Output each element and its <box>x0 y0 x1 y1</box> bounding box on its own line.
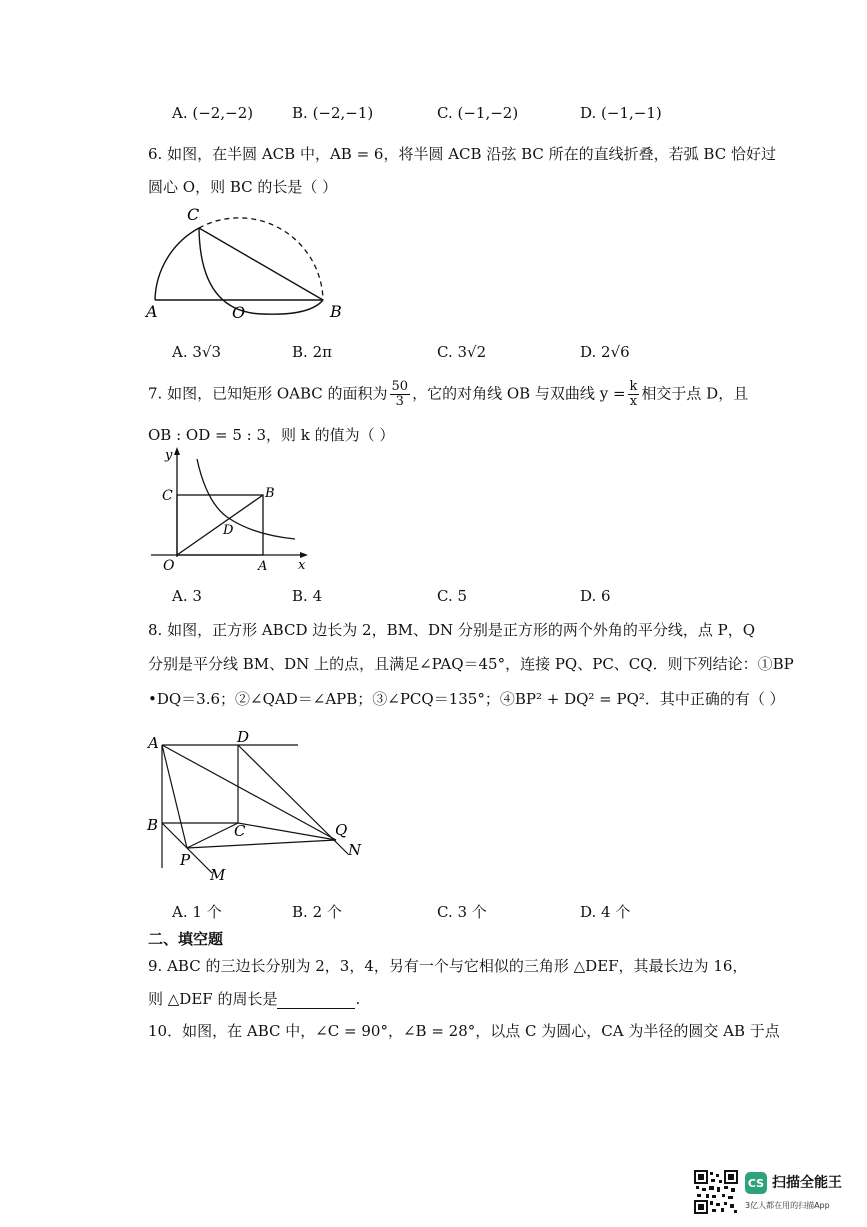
q7-figure <box>145 445 320 575</box>
q6-arc-cb-dashed <box>199 218 323 300</box>
q6-stem-line2: 圆心 O，则 BC 的长是（ ） <box>148 178 338 196</box>
q8-label-p: P <box>180 851 191 869</box>
q8-option-a: A. 1 个 <box>172 903 222 921</box>
q6-option-c: C. 3√2 <box>437 343 487 361</box>
q7-label-x: x <box>298 558 306 573</box>
q8-label-b: B <box>147 816 159 834</box>
q5-option-d: D. (−1,−1) <box>580 104 662 122</box>
q8-label-n: N <box>348 841 362 859</box>
q8-segment-pc <box>187 823 238 848</box>
q7-fraction-area: $\frac{50}{3}$ <box>391 379 409 409</box>
q7-stem-line1: 7. 如图，已知矩形 OABC 的面积为 $\frac{50}{3}$ ，它的对角线 OB 与双曲线 y = $\frac{k}{x}$ 相交于点 D，且 <box>148 379 749 409</box>
q7-option-b: B. 4 <box>292 587 323 605</box>
q7-diagonal-ob <box>177 495 263 555</box>
q8-stem-line2: 分别是平分线 BM、DN 上的点，且满足∠PAQ＝45°，连接 PQ、PC、CQ．则下列结论：①BP <box>148 655 794 673</box>
q6-arc-ac <box>155 228 199 300</box>
q7-hyperbola <box>197 459 295 539</box>
q7-option-d: D. 6 <box>580 587 611 605</box>
q6-option-b: B. 2π <box>292 343 332 361</box>
section-fill-in-title: 二、填空题 <box>148 930 224 948</box>
q6-stem-line1: 6. 如图，在半圆 ACB 中，AB = 6，将半圆 ACB 沿弦 BC 所在的直线折叠，若弧 BC 恰好过 <box>148 145 776 163</box>
q10-stem-line1: 10．如图，在 ABC 中，∠C = 90°，∠B = 28°，以点 C 为圆心，CA 为半径的圆交 AB 于点 <box>148 1022 780 1040</box>
q8-label-c: C <box>234 822 246 840</box>
q6-label-c: C <box>187 205 200 224</box>
q6-label-a: A <box>146 302 158 321</box>
q6-option-a: A. 3√3 <box>172 343 222 361</box>
q9-answer-blank[interactable] <box>277 994 355 1009</box>
qr-code-icon <box>694 1170 738 1214</box>
q6-label-b: B <box>330 302 342 321</box>
q7-label-a: A <box>258 559 268 574</box>
q7-option-c: C. 5 <box>437 587 468 605</box>
q6-folded-arc <box>199 228 323 314</box>
camscanner-logo: CS <box>745 1172 767 1194</box>
q8-segment-pq <box>187 840 336 848</box>
q7-label-d: D <box>223 523 234 538</box>
q7-label-o: O <box>163 558 175 574</box>
q8-option-c: C. 3 个 <box>437 903 487 921</box>
q9-stem-line1: 9. ABC 的三边长分别为 2，3，4，另有一个与它相似的三角形 △DEF，其最长边为 16， <box>148 957 748 975</box>
q7-label-b: B <box>265 486 275 501</box>
q8-stem-line1: 8. 如图，正方形 ABCD 边长为 2，BM、DN 分别是正方形的两个外角的平分线，点 P，Q <box>148 621 756 639</box>
q8-stem-line3: •DQ＝3.6；②∠QAD＝∠APB；③∠PCQ＝135°；④BP² + DQ² = PQ²．其中正确的有（ ） <box>148 690 785 708</box>
q6-chord-bc <box>199 228 323 300</box>
q8-segment-aq <box>162 745 336 840</box>
q5-option-c: C. (−1,−2) <box>437 104 519 122</box>
q9-stem-line2: 则 △DEF 的周长是 . <box>148 990 361 1008</box>
q5-option-b: B. (−2,−1) <box>292 104 374 122</box>
q7-label-c: C <box>162 488 173 504</box>
q6-figure <box>140 200 360 325</box>
q8-segment-ap <box>162 745 187 848</box>
q7-stem-line2: OB : OD = 5 : 3，则 k 的值为（ ） <box>148 426 395 444</box>
q8-label-d: D <box>237 728 250 746</box>
camscanner-tagline: 3亿人都在用的扫描App <box>745 1201 830 1210</box>
q7-label-y: y <box>165 448 173 463</box>
q7-option-a: A. 3 <box>172 587 202 605</box>
q8-label-m: M <box>210 866 226 884</box>
q6-label-o: O <box>232 303 246 322</box>
q8-option-d: D. 4 个 <box>580 903 631 921</box>
q7-fraction-hyperbola: $\frac{k}{x}$ <box>629 379 638 409</box>
q6-option-d: D. 2√6 <box>580 343 630 361</box>
q8-option-b: B. 2 个 <box>292 903 342 921</box>
q8-figure <box>140 728 375 888</box>
q8-label-a: A <box>148 734 159 752</box>
q5-option-a: A. (−2,−2) <box>172 104 254 122</box>
camscanner-brand: 扫描全能王 <box>772 1175 842 1191</box>
q8-label-q: Q <box>335 821 348 839</box>
q7-y-arrow <box>174 447 180 455</box>
